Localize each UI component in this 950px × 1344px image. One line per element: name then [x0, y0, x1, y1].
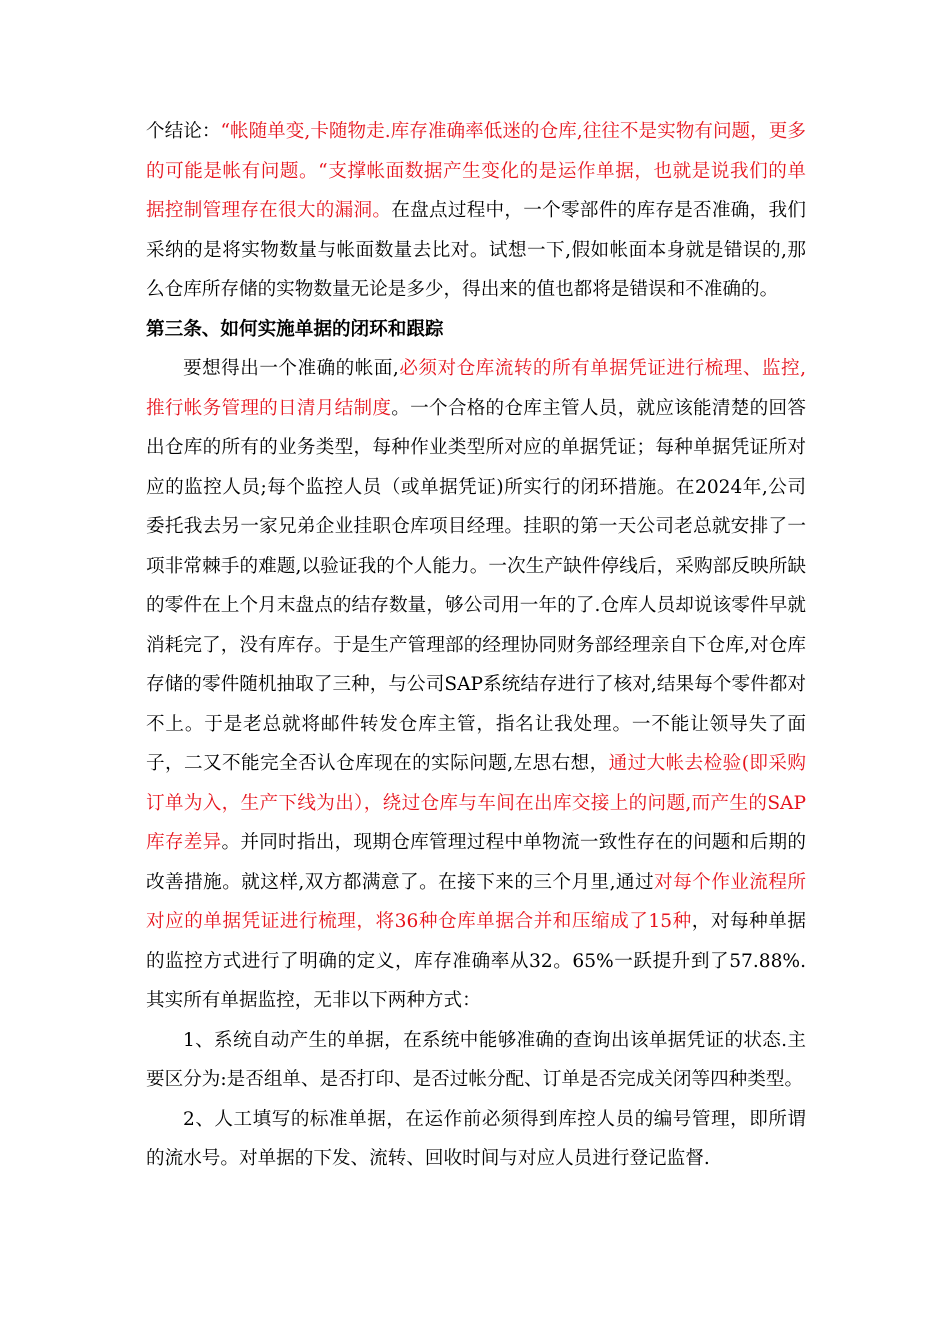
highlighted-text: “帐随单变,卡随物走.库存准确率低迷的仓库,往往不是实物有问题，更多的可能是帐有问题。“支撑帐面数据产生变化的是运作单据，也就是说我们的单据控制管理存在很大的漏洞。: [146, 121, 806, 221]
paragraph-main: [146, 349, 806, 1021]
section-heading: 第三条、如何实施单据的闭环和跟踪: [146, 318, 444, 340]
highlighted-text: 通过大帐去检验(即采购订单为入，生产下线为出），绕过仓库与车间在出库交接上的问题,而产生的SAP库存差异: [146, 753, 806, 853]
text-segment: 。并同时指出，现期仓库管理过程中单物流一致性存在的问题和后期的改善措施。就这样,双方都满意了。在接下来的三个月里,通过: [146, 832, 806, 893]
highlighted-text: 对每个作业流程所对应的单据凭证进行梳理，将36种仓库单据合并和压缩成了15种: [146, 871, 806, 932]
list-item-1: 1、系统自动产生的单据，在系统中能够准确的查询出该单据凭证的状态.主要区分为:是否组单、是否打印、是否过帐分配、订单是否完成关闭等四种类型。: [146, 1029, 806, 1090]
text-segment: 要想得出一个准确的帐面,: [183, 358, 399, 379]
text-segment: 在盘点过程中，一个零部件的库存是否准确，我们采纳的是将实物数量与帐面数量去比对。试想一下,假如帐面本身就是错误的,那么仓库所存储的实物数量无论是多少，得出来的值也都将是错误和不准确的。: [146, 200, 806, 300]
document-body: [146, 112, 806, 1179]
text-segment: 个结论：: [146, 121, 221, 142]
list-item-2: 2、人工填写的标准单据，在运作前必须得到库控人员的编号管理，即所谓的流水号。对单据的下发、流转、回收时间与对应人员进行登记监督.: [146, 1108, 806, 1169]
text-segment: ，对每种单据的监控方式进行了明确的定义，库存准确率从32。65%一跃提升到了57.88%.其实所有单据监控，无非以下两种方式：: [146, 911, 806, 1011]
text-segment: 。一个合格的仓库主管人员，就应该能清楚的回答出仓库的所有的业务类型，每种作业类型所对应的单据凭证；每种单据凭证所对应的监控人员;每个监控人员（或单据凭证)所实行的闭环措施。在2024年,公司委托我去另一家兄弟企业挂职仓库项目经理。挂职的第一天公司老总就安排了一项非常棘手的难题,以验证我的个人能力。一次生产缺件停线后，采购部反映所缺的零件在上个月末盘点的结存数量，够公司用一年的了.仓库人员却说该零件早就消耗完了，没有库存。于是生产管理部的经理协同财务部经理亲自下仓库,对仓库存储的零件随机抽取了三种，与公司SAP系统结存进行了核对,结果每个零件都对不上。于是老总就将邮件转发仓库主管，指名让我处理。一不能让领导失了面子，二又不能完全否认仓库现在的实际问题,左思右想，: [146, 397, 806, 774]
highlighted-text: 必须对仓库流转的所有单据凭证进行梳理、监控,推行帐务管理的日清月结制度: [146, 358, 806, 419]
paragraph-conclusion: [146, 112, 806, 310]
